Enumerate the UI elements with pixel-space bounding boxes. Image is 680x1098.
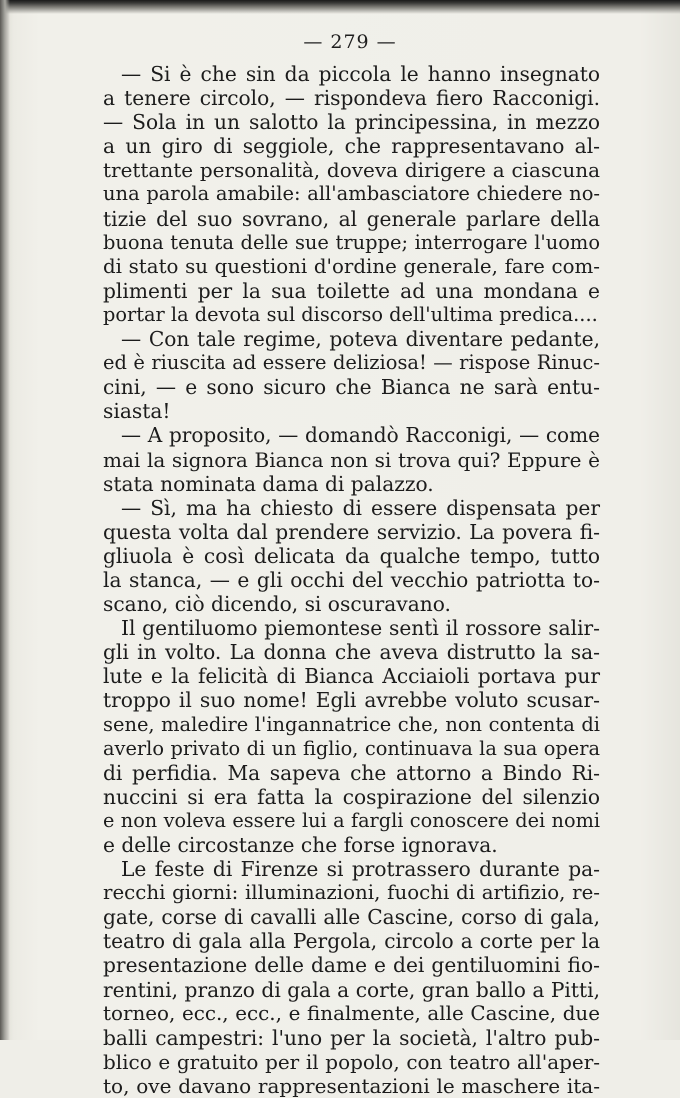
text-line: — Sola in un salotto la principessina, in mezzo — [103, 110, 600, 135]
text-line: una parola amabile: all'ambasciatore chiedere no- — [103, 182, 600, 206]
text-line: cini, — e sono sicuro che Bianca ne sarà entu- — [103, 375, 600, 400]
text-line: torneo, ecc., ecc., e finalmente, alle Cascine, due — [103, 1001, 600, 1025]
text-line: balli campestri: l'uno per la società, l'altro pub- — [103, 1025, 600, 1050]
text-line: gli in volto. La donna che aveva distrutto la sa- — [103, 640, 600, 665]
text-line: a tenere circolo, — rispondeva fiero Racconigi. — [103, 86, 600, 111]
scan-top-shadow — [0, 0, 680, 14]
text-line: to, ove davano rappresentazioni le maschere ita- — [103, 1073, 600, 1098]
text-line: mai la signora Bianca non si trova qui? Eppure è — [103, 447, 600, 472]
text-line: di perfidia. Ma sapeva che attorno a Bindo Ri- — [103, 760, 600, 785]
text-line: gliuola è così delicata da qualche tempo, tutto — [103, 543, 600, 568]
text-line: Le feste di Firenze si protrassero durante pa- — [121, 857, 600, 882]
text-line: e delle circostanze che forse ignorava. — [103, 833, 498, 857]
text-line: di stato su questioni d'ordine generale, fare com- — [103, 254, 600, 278]
text-line: ed è riuscita ad essere deliziosa! — rispose Rinuc- — [103, 351, 600, 375]
text-line: buona tenuta delle sue truppe; interrogare l'uomo — [103, 230, 600, 254]
text-line: troppo il suo nome! Egli avrebbe voluto scusar- — [103, 688, 600, 713]
text-line: lute e la felicità di Bianca Acciaioli portava pur — [103, 664, 600, 689]
text-line: stata nominata dama di palazzo. — [103, 471, 434, 496]
text-line: questa volta dal prendere servizio. La povera fi- — [103, 519, 600, 544]
text-line: sene, maledire l'ingannatrice che, non contenta di — [103, 712, 600, 736]
text-line: tizie del suo sovrano, al generale parlare della — [103, 206, 600, 231]
text-line: gate, corse di cavalli alle Cascine, corso di gala, — [103, 905, 600, 930]
text-line: plimenti per la sua toilette ad una mondana e — [103, 278, 600, 303]
text-line: siasta! — [103, 399, 171, 424]
text-line: recchi giorni: illuminazioni, fuochi di artifizio, re- — [103, 881, 600, 905]
page-number: — 279 — — [303, 31, 397, 53]
text-line: averlo privato di un figlio, continuava la sua opera — [103, 736, 600, 760]
text-line: Il gentiluomo piemontese sentì il rossore salir- — [121, 616, 600, 641]
text-line: trettante personalità, doveva dirigere a ciascuna — [103, 158, 600, 183]
text-line: portar la devota sul discorso dell'ultima predica.... — [103, 302, 598, 326]
text-line: scano, ciò dicendo, si oscuravano. — [103, 592, 451, 617]
body-text — [103, 62, 600, 1098]
page-binding-edge — [0, 0, 10, 1040]
text-line: presentazione delle dame e dei gentiluomini fio- — [103, 953, 600, 978]
text-line: — Si è che sin da piccola le hanno insegnato — [121, 62, 600, 86]
text-line: nuccini si era fatta la cospirazione del silenzio — [103, 784, 600, 809]
text-line: teatro di gala alla Pergola, circolo a corte per la — [103, 929, 600, 954]
text-line: a un giro di seggiole, che rappresentavano al- — [103, 134, 600, 159]
text-line: — Con tale regime, poteva diventare pedante, — [121, 327, 600, 352]
text-line: rentini, pranzo di gala a corte, gran ballo a Pitti, — [103, 977, 600, 1002]
text-line: la stanca, — e gli occhi del vecchio patriotta to- — [103, 567, 600, 592]
text-line: — Sì, ma ha chiesto di essere dispensata per — [121, 495, 600, 520]
text-line: e non voleva essere lui a fargli conoscere dei nomi — [103, 808, 600, 832]
text-line: — A proposito, — domandò Racconigi, — come — [121, 423, 600, 448]
text-line: blico e gratuito per il popolo, con teatro all'aper- — [103, 1049, 600, 1074]
